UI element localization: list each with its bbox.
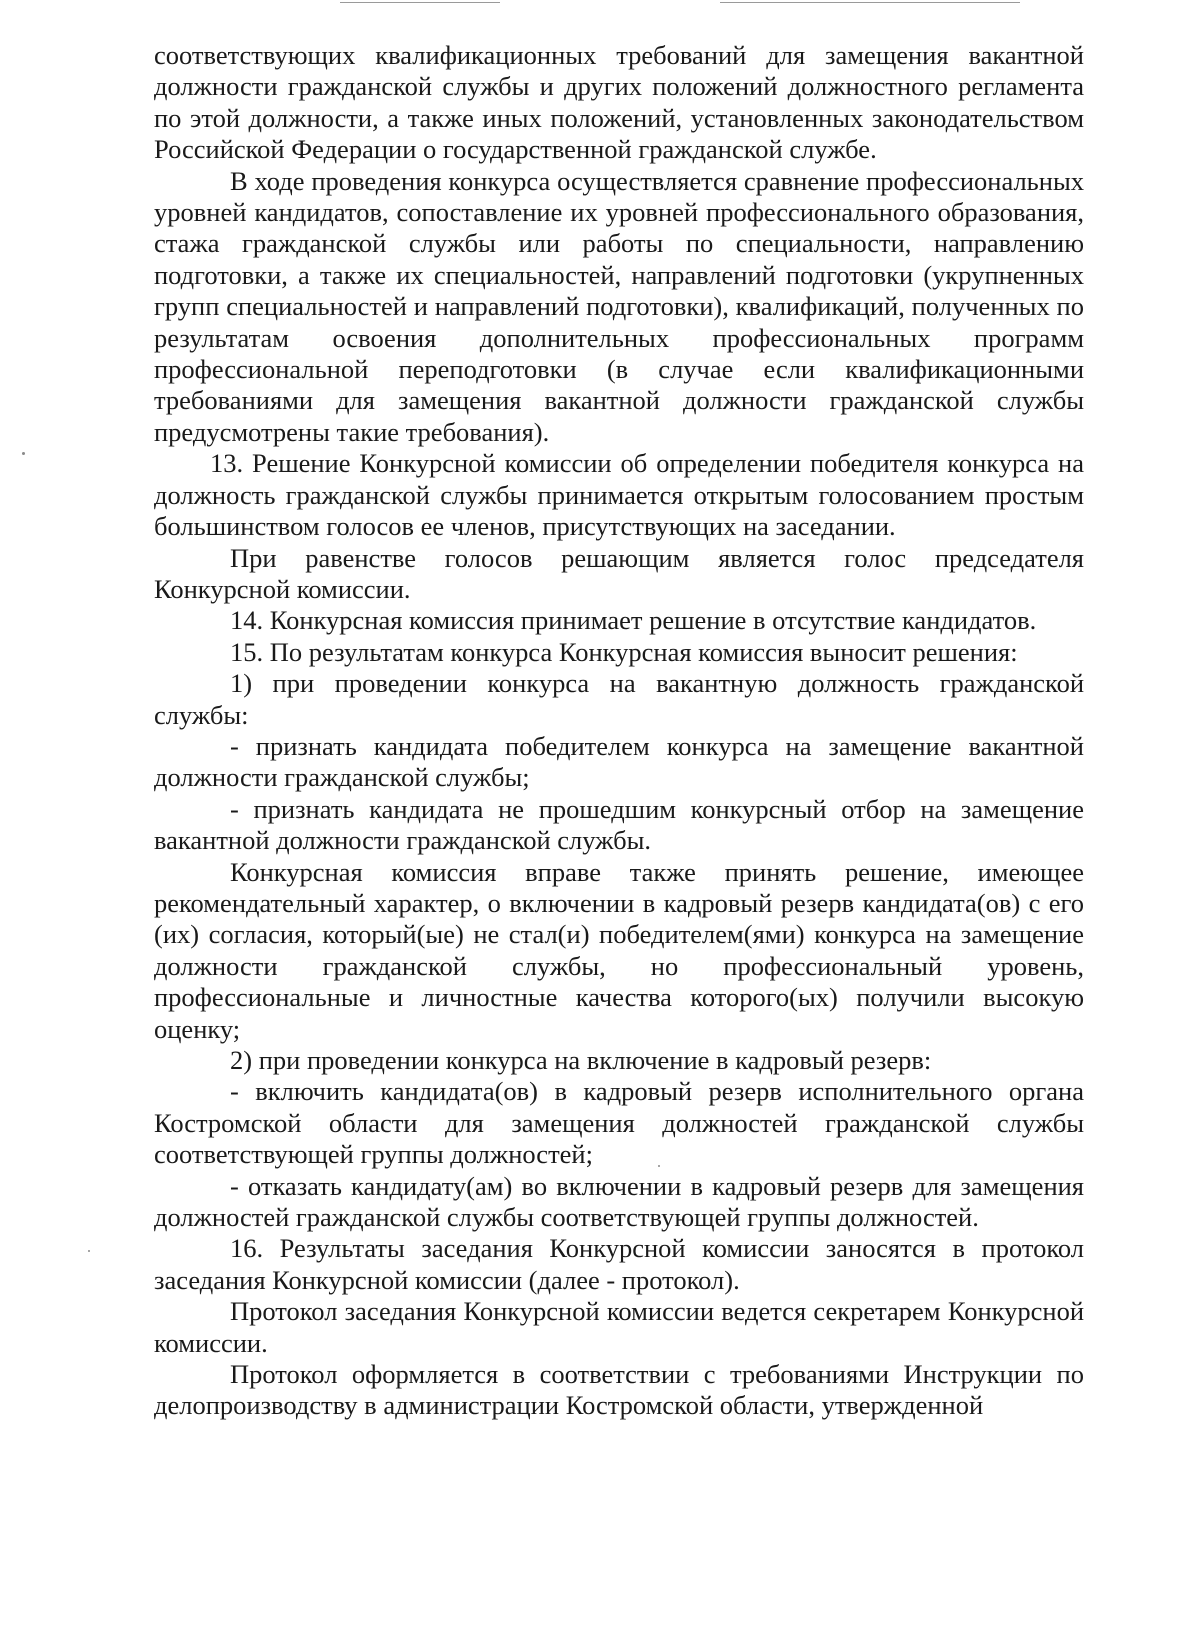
document-page: [154, 40, 1084, 1422]
paragraph-15-1-vacant-position: 1) при проведении конкурса на вакантную должность гражданской службы:: [154, 668, 1084, 730]
paragraph-13-commission-decision: 13. Решение Конкурсной комиссии об определении победителя конкурса на должность гражданской службы принимается открытым голосованием простым большинством голосов ее членов, присутствующих на заседании.: [154, 448, 1084, 542]
paragraph-recognize-not-passed: - признать кандидата не прошедшим конкурсный отбор на замещение вакантной должности гражданской службы.: [154, 793, 1084, 856]
paragraph-15-2-reserve-competition: 2) при проведении конкурса на включение в кадровый резерв:: [230, 1045, 932, 1075]
paragraph-recommendation-reserve: Конкурсная комиссия вправе также принять решение, имеющее рекомендательный характер, о включении в кадровый резерв кандидата(ов) с его (их) согласия, который(ые) не стал(и) победителем(ями) конкурса на замещение должности гражданской службы, но профессиональный уровень, профессиональные и личностные качества которого(ых) получили высокую оценку;: [154, 856, 1084, 1044]
paragraph-protocol-secretary: Протокол заседания Конкурсной комиссии ведется секретарем Конкурсной комиссии.: [154, 1296, 1084, 1358]
paragraph-include-in-reserve: - включить кандидата(ов) в кадровый резерв исполнительного органа Костромской области для замещения должностей гражданской службы соответствующей группы должностей;: [154, 1076, 1084, 1170]
scan-edge-line-left: [340, 2, 500, 3]
paragraph-15-results-decisions: 15. По результатам конкурса Конкурсная комиссия выносит решения:: [230, 636, 1018, 667]
scan-speck: [22, 452, 25, 455]
scan-speck: [88, 1250, 90, 1252]
paragraph-competition-comparison: В ходе проведения конкурса осуществляется сравнение профессиональных уровней кандидатов, сопоставление их уровней профессионального образования, стажа гражданской службы или работы по специальности, направлению подготовки, а также их специальностей, направлений подготовки (укрупненных групп специальностей и направлений подготовки), квалификаций, полученных по результатам освоения дополнительных профессиональных программ профессиональной переподготовки (в случае если квалификационными требованиями для замещения вакантной должности гражданской службы предусмотрены такие требования).: [154, 165, 1084, 447]
paragraph-qualification-requirements: соответствующих квалификационных требований для замещения вакантной должности гражданской службы и других положений должностного регламента по этой должности, а также иных положений, установленных законодательством Российской Федерации о государственной гражданской службе.: [154, 40, 1084, 165]
paragraph-14-absence-of-candidates: 14. Конкурсная комиссия принимает решение в отсутствие кандидатов.: [230, 605, 1037, 636]
scan-edge-line-right: [720, 2, 1020, 3]
paragraph-recognize-winner: - признать кандидата победителем конкурса на замещение вакантной должности гражданской службы;: [154, 730, 1084, 793]
paragraph-protocol-instruction: Протокол оформляется в соответствии с требованиями Инструкции по делопроизводству в администрации Костромской области, утвержденной: [154, 1359, 1084, 1421]
paragraph-refuse-reserve: - отказать кандидату(ам) во включении в кадровый резерв для замещения должностей гражданской службы соответствующей группы должностей.: [154, 1170, 1084, 1233]
paragraph-16-meeting-results: 16. Результаты заседания Конкурсной комиссии заносятся в протокол заседания Конкурсной комиссии (далее - протокол).: [154, 1233, 1084, 1295]
paragraph-tie-vote: При равенстве голосов решающим является голос председателя Конкурсной комиссии.: [154, 542, 1084, 604]
